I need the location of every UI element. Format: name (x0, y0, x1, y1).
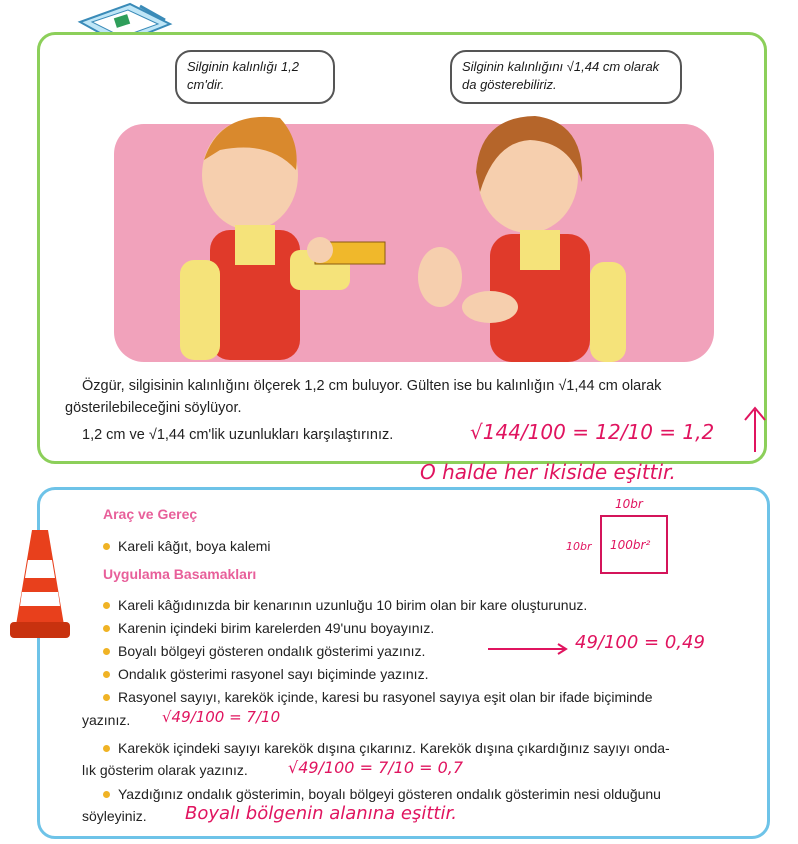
materials-item: Kareli kâğıt, boya kalemi (118, 538, 271, 554)
handwritten-conclusion-1: O halde her ikiside eşittir. (420, 460, 676, 484)
step-4: Ondalık gösterimi rasyonel sayı biçiminde yazınız. (118, 666, 429, 682)
step-6-line-2: lık gösterim olarak yazınız. (82, 762, 248, 778)
bullet-icon (103, 694, 110, 701)
bullet-icon (103, 602, 110, 609)
step-2: Karenin içindeki birim karelerden 49'unu boyayınız. (118, 620, 435, 636)
handwritten-root-fraction: √49/100 = 7/10 (162, 708, 281, 726)
boy-speech-bubble (175, 50, 335, 104)
bullet-icon (103, 671, 110, 678)
handwritten-conclusion-2: Boyalı bölgenin alanına eşittir. (185, 803, 457, 824)
boy-illustration (180, 110, 420, 360)
bullet-icon (103, 648, 110, 655)
handwritten-arrow (740, 404, 770, 459)
handwritten-fraction-1: √144/100 = 12/10 = 1,2 (470, 420, 715, 444)
bullet-icon (103, 745, 110, 752)
materials-heading: Araç ve Gereç (103, 506, 198, 522)
girl-speech-text: Silginin kalınlığını √1,44 cm olarak da gösterebiliriz. (462, 59, 660, 92)
step-6-line-1: Karekök içindeki sayıyı karekök dışına çıkarınız. Karekök dışına çıkardığınız sayıyı onda- (118, 740, 670, 756)
girl-speech-bubble (450, 50, 682, 104)
steps-heading: Uygulama Basamakları (103, 566, 257, 582)
step-7-line-2: söyleyiniz. (82, 808, 147, 824)
handwritten-arrow (488, 642, 568, 661)
step-1: Kareli kâğıdınızda bir kenarının uzunluğu 10 birim olan bir kare oluşturunuz. (118, 597, 588, 613)
story-line-3: 1,2 cm ve √1,44 cm'lik uzunlukları karşılaştırınız. (82, 427, 394, 443)
bullet-icon (103, 791, 110, 798)
step-5-line-1: Rasyonel sayıyı, karekök içinde, karesi bu rasyonel sayıya eşit olan bir ifade biçiminde (118, 689, 653, 705)
square-left-label: 10br (566, 540, 592, 553)
story-line-1: Özgür, silgisinin kalınlığını ölçerek 1,2 cm buluyor. Gülten ise bu kalınlığın √1,44 cm olarak (82, 378, 662, 394)
girl-illustration (410, 112, 640, 362)
handwritten-root-decimal: √49/100 = 7/10 = 0,7 (288, 758, 464, 777)
step-3: Boyalı bölgeyi gösteren ondalık gösterimi yazınız. (118, 643, 426, 659)
bullet-icon (103, 543, 110, 550)
bullet-icon (103, 625, 110, 632)
handwritten-decimal: 49/100 = 0,49 (575, 632, 705, 653)
boy-speech-text: Silginin kalınlığı 1,2 cm'dir. (187, 59, 300, 92)
square-inner-label: 100br² (610, 538, 651, 552)
step-5-line-2: yazınız. (82, 712, 131, 728)
story-line-2: gösterilebileceğini söylüyor. (65, 400, 242, 416)
square-top-label: 10br (615, 497, 643, 511)
step-7-line-1: Yazdığınız ondalık gösterimin, boyalı bölgeyi gösteren ondalık gösterimin nesi olduğunu (118, 786, 661, 802)
traffic-cone-icon (8, 530, 72, 645)
